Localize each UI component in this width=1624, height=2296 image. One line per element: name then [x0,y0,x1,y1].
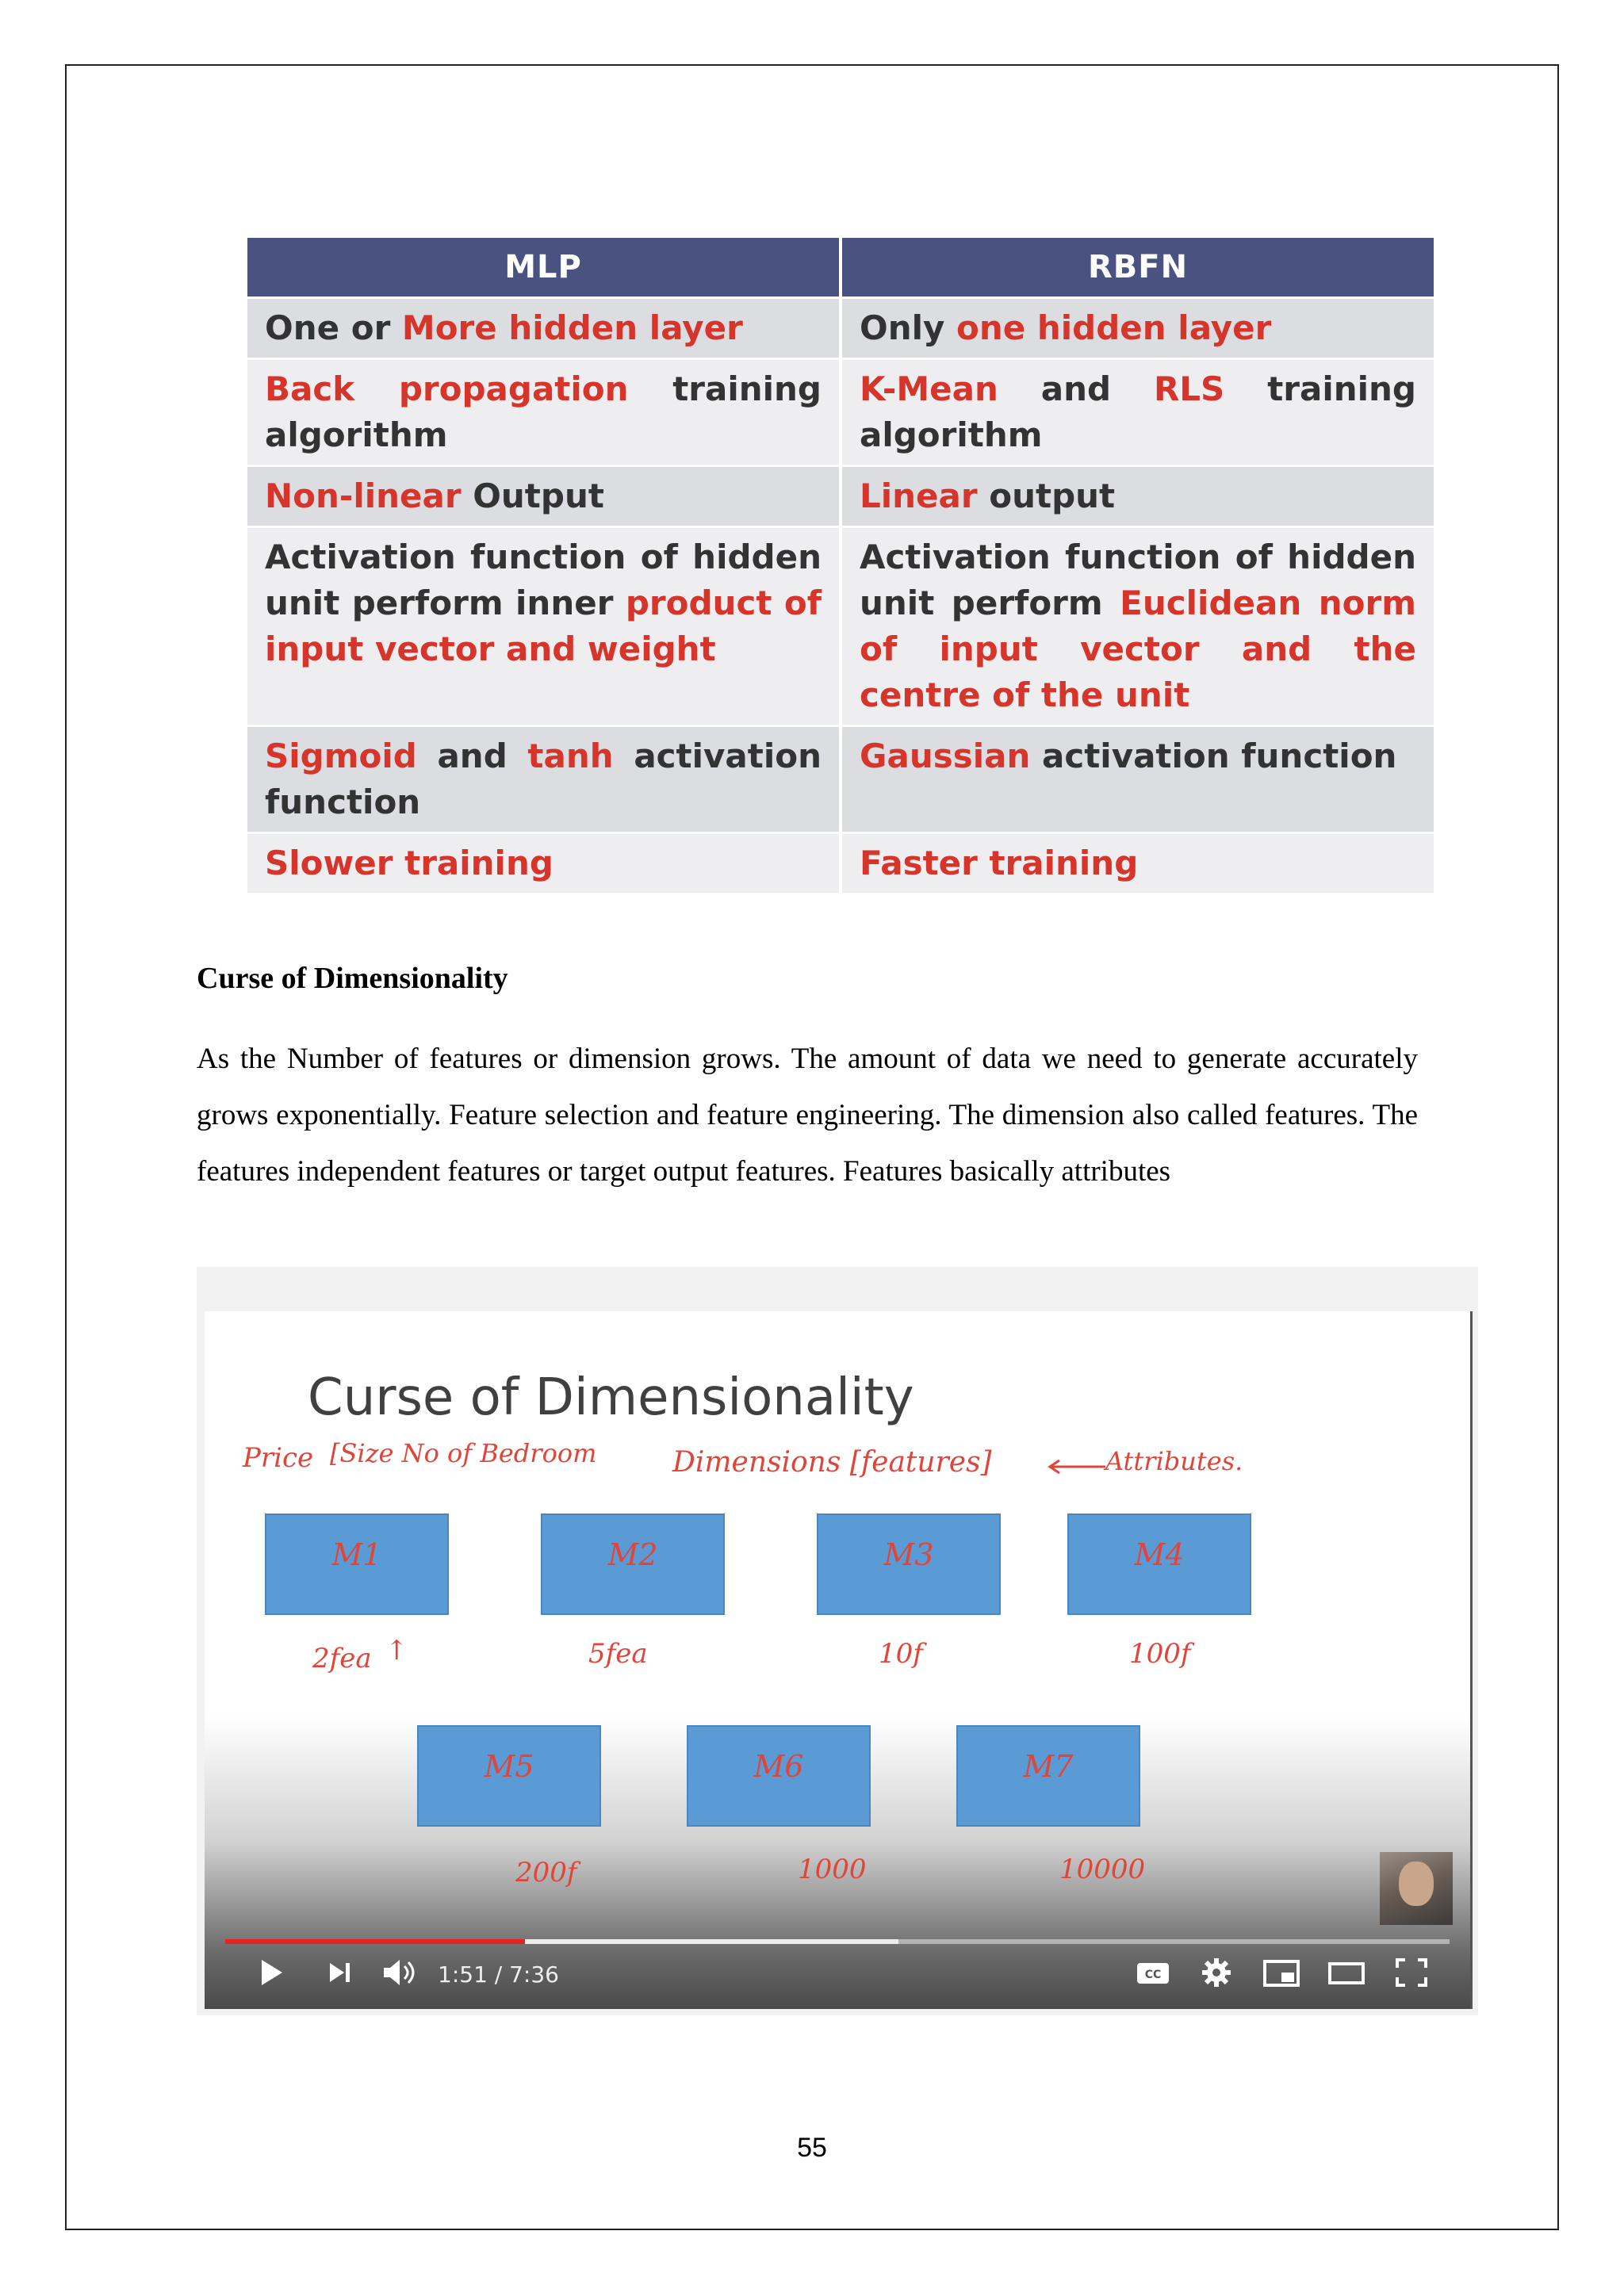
annotation-dimensions: Dimensions [features] [672,1446,992,1479]
cell-text-segment: training algorithm [265,369,822,454]
box-label: M5 [484,1749,534,1784]
cell-text-segment: One or [265,308,402,347]
progress-bar[interactable] [225,1939,1450,1944]
caption-m3: 10f [879,1638,923,1670]
table-cell-mlp [247,298,841,359]
table-cell-mlp [247,833,841,894]
arrow-note: ↑ [385,1635,408,1667]
next-icon[interactable] [325,1957,357,1988]
caption-m5: 200f [515,1857,577,1888]
header-rbfn: RBFN [841,238,1434,298]
table-row [247,298,1434,359]
model-box-m3 [817,1513,1001,1615]
section-paragraph: As the Number of features or dimension grows. The amount of data we need to generate accurately grows exponentially. Feature selection and feature engineering. The dimension also called features. The features independent features or target output features. Features basically attributes [197,1043,1418,1188]
caption-m7: 10000 [1059,1854,1146,1885]
video-player[interactable] [197,1267,1478,2015]
cell-text-segment: training algorithm [860,369,1416,454]
cell-text-segment: Only [860,308,957,347]
table-cell-mlp [247,466,841,527]
comparison-table [247,238,1434,893]
table-cell-rbfn [841,359,1434,466]
cell-text-segment: product of input vector and weight [265,584,822,668]
box-label: M1 [331,1537,382,1572]
box-label: M2 [607,1537,658,1572]
cell-text-segment: activation function [1030,737,1397,775]
theater-mode-icon[interactable] [1327,1957,1365,1988]
video-frame[interactable] [205,1311,1473,2009]
model-box-m6 [687,1725,871,1827]
table-cell-mlp [247,726,841,833]
annotation-price: Price [243,1442,314,1474]
box-label: M3 [883,1537,934,1572]
table-row [247,726,1434,833]
table-row [247,466,1434,527]
table-row [247,527,1434,726]
cell-text-segment: Gaussian [860,737,1031,775]
table-cell-rbfn [841,466,1434,527]
cell-text-segment: one hidden layer [956,308,1272,347]
table-cell-mlp [247,359,841,466]
time-display: 1:51 / 7:36 [438,1961,559,1988]
play-icon[interactable] [255,1957,287,1988]
caption-m6: 1000 [798,1854,867,1885]
cell-text-segment: Euclidean norm of input vector and the centre of the unit [860,584,1416,714]
cell-text-segment: and [416,737,528,775]
table-cell-rbfn [841,298,1434,359]
table-cell-rbfn [841,726,1434,833]
header-mlp: MLP [247,238,841,298]
section-heading: Curse of Dimensionality [197,962,508,995]
table-cell-mlp [247,527,841,726]
cell-text-segment: Linear [860,476,978,515]
presenter-face [1399,1862,1434,1906]
annotation-attributes: Attributes. [1105,1446,1243,1476]
cell-text-segment: Slower training [265,844,553,882]
cell-text-segment: Output [461,476,604,515]
cell-text-segment: and [998,369,1154,408]
cell-text-segment: Back propagation [265,369,629,408]
table-row [247,833,1434,894]
model-box-m4 [1067,1513,1251,1615]
progress-played [225,1939,525,1944]
caption-m1: 2fea [312,1643,372,1674]
box-label: M7 [1023,1749,1074,1784]
cell-text-segment: Activation function of hidden unit perform inner [265,538,822,622]
table-row [247,359,1434,466]
settings-gear-icon[interactable] [1201,1957,1232,1988]
model-box-m7 [956,1725,1140,1827]
cell-text-segment: Activation function of hidden unit perform [860,538,1416,622]
cell-text-segment: output [977,476,1116,515]
model-box-m5 [417,1725,601,1827]
cell-text-segment: tanh [527,737,614,775]
box-label: M6 [753,1749,804,1784]
captions-icon[interactable] [1136,1957,1170,1988]
miniplayer-icon[interactable] [1262,1957,1300,1988]
page-number: 55 [797,2133,827,2163]
table-cell-rbfn [841,527,1434,726]
caption-m4: 100f [1129,1638,1191,1670]
table-header-row [247,238,1434,298]
comparison-table-image [247,238,1434,883]
table-cell-rbfn [841,833,1434,894]
cell-text-segment: Non-linear [265,476,462,515]
fullscreen-icon[interactable] [1394,1957,1429,1988]
caption-m2: 5fea [588,1638,648,1670]
arrow-left-icon [1045,1457,1109,1476]
cell-text-segment: K-Mean [860,369,998,408]
model-box-m2 [541,1513,725,1615]
box-label: M4 [1134,1537,1185,1572]
presenter-thumbnail [1380,1852,1453,1925]
volume-icon[interactable] [381,1957,422,1988]
cell-text-segment: Sigmoid [265,737,417,775]
cell-text-segment: activation function [265,737,822,821]
annotation-size: [Size No of Bedroom [330,1438,597,1468]
svg-text:CC: CC [1144,1969,1162,1981]
cell-text-segment: Faster training [860,844,1139,882]
slide-title: Curse of Dimensionality [308,1368,914,1427]
model-box-m1 [265,1513,449,1615]
cell-text-segment: More hidden layer [401,308,743,347]
cell-text-segment: RLS [1153,369,1225,408]
